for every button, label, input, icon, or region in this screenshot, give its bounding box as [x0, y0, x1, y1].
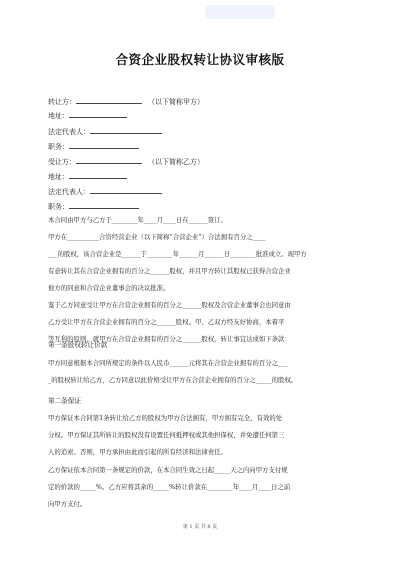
- transferee-position-blank: [69, 202, 139, 209]
- transferor-note: （以下简称甲方）: [148, 98, 204, 106]
- transferee-blank: [76, 157, 142, 164]
- transferee-legal-rep-label: 法定代表人：: [48, 188, 90, 196]
- transferor-address-blank: [69, 111, 127, 118]
- transferee-legal-rep-field: [48, 187, 162, 197]
- preamble-line-8: 等互利的原则，就甲方在合营企业拥有的百分之______股权，转让事宜达成如下条款：: [48, 335, 291, 343]
- transferee-label: 受让方：: [48, 158, 76, 166]
- preamble-line-1: 本合同由甲方与乙方于________年____月____日在______签订。: [48, 216, 227, 224]
- preamble-line-7: 乙方受让甲方在合营企业拥有的百分之______股权。甲、乙双方经友好协商，本着平: [48, 318, 285, 326]
- preamble-line-6: 鉴于乙方同意受让甲方在合营企业拥有的百分之______股权及合营企业董事会也同意由: [48, 301, 291, 309]
- transferor-position-blank: [69, 142, 139, 149]
- document-title: 合资企业股权转让协议审核版: [115, 52, 285, 67]
- transferor-address-label: 地址：: [48, 112, 69, 120]
- preamble-line-2: 甲方在__________合资经营企业（以下简称“合营企业”）合法拥有百分之____: [48, 233, 266, 241]
- watermark-logo: [205, 5, 275, 19]
- article-2-line-5: 定的价款的_____%。乙方应将其余的_____%转让价款在________年____月____日之前: [48, 483, 291, 491]
- transferee-address-field: [48, 172, 127, 182]
- transferor-blank: [76, 97, 142, 104]
- preamble-line-5: 他方的同意和合营企业董事会的决议批准。: [48, 284, 170, 292]
- transferee-legal-rep-blank: [90, 187, 162, 194]
- article-2-line-2: 分权。甲方保证其所转让的股权没有设置任何抵押权或其他担保权，并免遭任何第三: [48, 431, 285, 439]
- article-2-line-3: 人的追索。否则，甲方承担由此而引起的所有经济和法律责任。: [48, 448, 227, 456]
- transferee-address-blank: [69, 172, 127, 179]
- article-2-line-6: 向甲方支付。: [48, 500, 87, 508]
- transferee-note: （以下简称乙方）: [148, 158, 204, 166]
- preamble-line-3: ___的股权，该合营企业是______于________年______月______日________批准成立。现甲方: [48, 250, 307, 258]
- article-1-line-1: 甲方同意根据本合同所规定的条件以人民币______元将其在合营企业拥有的百分之___: [48, 359, 288, 367]
- transferee-field: [48, 157, 204, 167]
- transferor-legal-rep-blank: [90, 127, 162, 134]
- transferor-address-field: [48, 111, 127, 121]
- article-2-heading: 第二条保证: [48, 397, 81, 405]
- transferee-position-label: 职务：: [48, 203, 69, 211]
- article-2-line-1: 甲方保证本合同第1条转让给乙方的股权为甲方合法拥有，甲方拥有完全、有效的处: [48, 414, 283, 422]
- transferor-legal-rep-label: 法定代表人：: [48, 128, 90, 136]
- transferor-position-label: 职务：: [48, 143, 69, 151]
- transferor-legal-rep-field: [48, 127, 162, 137]
- transferor-position-field: [48, 142, 139, 152]
- transferor-field: [48, 97, 204, 107]
- page-footer: 第 1 页 共 8 页: [182, 524, 218, 530]
- preamble-line-4: 有意转让其在合营企业拥有的百分之______股权，并且甲方转让其股权已获得合营企业: [48, 267, 291, 275]
- article-1-line-2: _的股权转让给乙方，乙方同意以此价格受让甲方在合营企业拥有的百分之_____的股权。: [48, 376, 298, 384]
- transferor-label: 转让方：: [48, 98, 76, 106]
- article-1-heading: 第一条股权转让价款: [48, 341, 108, 349]
- transferee-address-label: 地址：: [48, 173, 69, 181]
- article-2-line-4: 乙方保证依本合同第一条规定的价款，在本合同生效之日起_____天之内向甲方支付规: [48, 466, 288, 474]
